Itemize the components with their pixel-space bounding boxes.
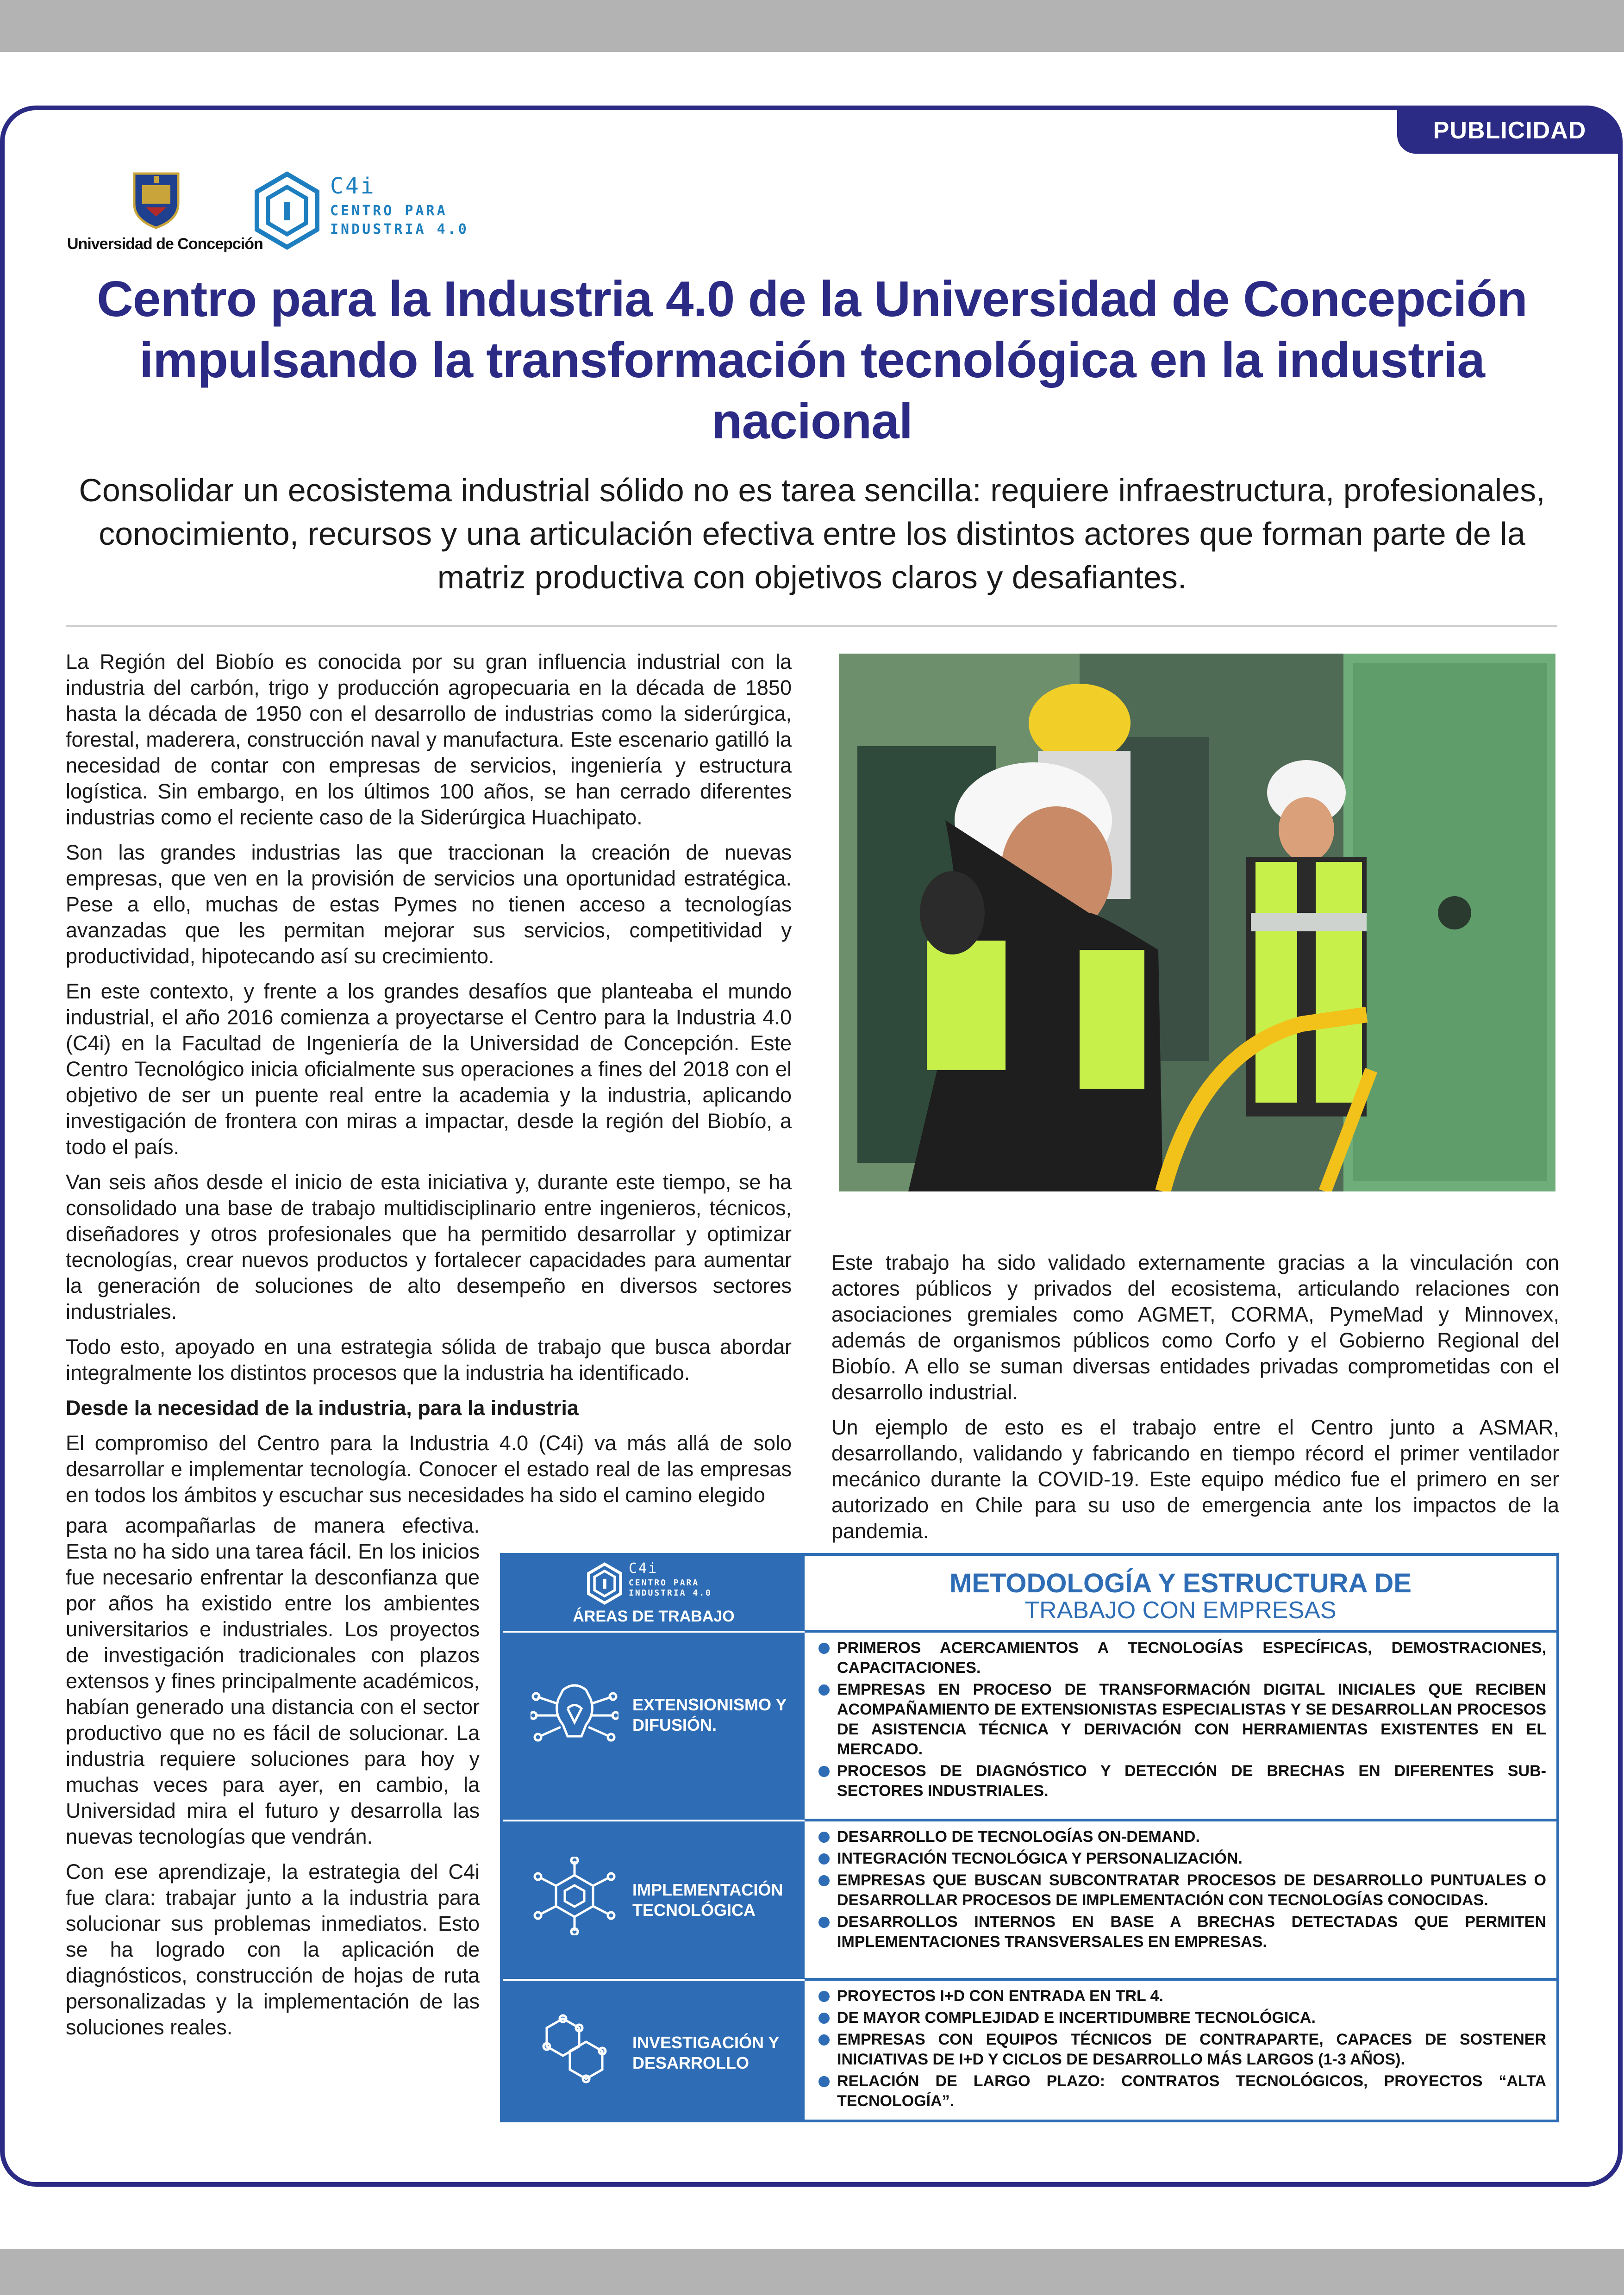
publicidad-badge: PUBLICIDAD (1397, 107, 1622, 154)
c4i-logo (252, 171, 484, 250)
area-list-extension (818, 1638, 1546, 1803)
section-subhead: Desde la necesidad de la industria, para la industria (66, 1396, 579, 1420)
area-list-research (818, 1986, 1546, 2113)
divider (66, 625, 1557, 627)
c4i-wordmark: C4i (330, 173, 376, 199)
area-label-research: INVESTIGACIÓN Y DESARROLLO (632, 2033, 779, 2072)
left-column (66, 649, 792, 1517)
paragraph: Son las grandes industrias las que traccionan la creación de nuevas empresas, que ven en la provisión de servicios una oportunidad estratégica. Pese a ello, muchas de estas Pymes no tienen acceso a tecnologías avanzadas que les permitan mejorar sus servicios, competitividad y productividad, hipotecando así su crecimiento. (66, 841, 792, 968)
areas-label: ÁREAS DE TRABAJO (573, 1608, 735, 1625)
research-molecule-icon (531, 2009, 618, 2088)
row-separator (503, 1820, 805, 1821)
list-item: RELACIÓN DE LARGO PLAZO: CONTRATOS TECNOLÓGICOS, PROYECTOS “ALTA TECNOLOGÍA”. (818, 2071, 1546, 2111)
methodology-subtitle: TRABAJO CON EMPRESAS (1024, 1597, 1337, 1624)
list-item: EMPRESAS CON EQUIPOS TÉCNICOS DE CONTRAPARTE, CAPACES DE SOSTENER INICIATIVAS DE I+D Y CICLOS DE DESARROLLO MÁS LARGOS (1-3 AÑOS). (818, 2030, 1546, 2070)
paragraph: Este trabajo ha sido validado externamente gracias a la vinculación con actores públicos y privados del ecosistema, articulando relaciones con asociaciones gremiales como AGMET, CORMA, PymeMad y Minnovex, además de organismos públicos como Corfo y el Gobierno Regional del Biobío. A ello se suman diversas entidades privadas comprometidas con el desarrollo industrial. (831, 1251, 1559, 1404)
paragraph: Con ese aprendizaje, la estrategia del C4i fue clara: trabajar junto a la industria para solucionar sus problemas inmediatos. Esto se ha logrado con la aplicación de diagnósticos, construcción de hojas de ruta personalizadas y la implementación de las soluciones reales. (66, 1860, 480, 2039)
list-item: EMPRESAS QUE BUSCAN SUBCONTRATAR PROCESOS DE DESARROLLO PUNTUALES O DESARROLLAR PROCESOS DE IMPLEMENTACIÓN CON TECNOLOGÍAS CONOCIDAS. (818, 1871, 1546, 1910)
list-item: PROCESOS DE DIAGNÓSTICO Y DETECCIÓN DE BRECHAS EN DIFERENTES SUB-SECTORES INDUSTRIALES. (818, 1761, 1546, 1801)
paragraph: Van seis años desde el inicio de esta iniciativa y, durante este tiempo, se ha consolidado una base de trabajo multidisciplinario entre ingenieros, técnicos, diseñadores y otros profesionales que ha permitido desarrollar y optimizar tecnologías, crear nuevos productos y fortalecer capacidades para aumentar la generación de soluciones de alto desempeño en diversos sectores industriales. (66, 1170, 792, 1323)
extension-circuit-icon (531, 1671, 618, 1750)
top-gray-band (0, 0, 1624, 52)
methodology-header (805, 1556, 1556, 1630)
left-column-narrow (66, 1513, 480, 2050)
paragraph: Todo esto, apoyado en una estrategia sólida de trabajo que busca abordar integralmente los distintos procesos que la industria ha identificado. (66, 1335, 792, 1384)
paragraph: La Región del Biobío es conocida por su gran influencia industrial con la industria del carbón, trigo y producción agropecuaria en la década de 1850 hasta la década de 1950 con el desarrollo de industrias como la siderúrgica, forestal, maderera, construcción naval y manufactura. Este escenario gatilló la necesidad de contar con empresas de servicios, ingeniería y estructura logística. Sin embargo, en los últimos 100 años, se han cerrado diferentes industrias como el reciente caso de la Siderúrgica Huachipato. (66, 650, 792, 829)
paragraph: Un ejemplo de esto es el trabajo entre el Centro junto a ASMAR, desarrollando, validando y fabricando en tiempo récord el primer ventilador mecánico durante la COVID-19. Este equipo médico fue el primero en ser autorizado en Chile para su uso de emergencia ante los impactos de la pandemia. (831, 1416, 1559, 1543)
paragraph: para acompañarlas de manera efectiva. Esta no ha sido una tarea fácil. En los inicios fue necesario enfrentar la desconfianza que por años ha existido entre los ambientes universitarios e industriales. Los proyectos de investigación tradicionales con plazos extensos y fines principalmente académicos, habían generado una distancia con el sector productivo que no es fácil de solucionar. La industria requiere soluciones para hoy y muchas veces para ayer, en cambio, la Universidad mira el futuro y desarrolla las nuevas tecnologías que vendrán. (66, 1514, 480, 1848)
paragraph: En este contexto, y frente a los grandes desafíos que planteaba el mundo industrial, el año 2016 comienza a proyectarse el Centro para la Industria 4.0 (C4i) en la Facultad de Ingeniería de la Universidad de Concepción. Este Centro Tecnológico inicia oficialmente sus operaciones a fines del 2018 con el objetivo de ser un puente real entre la academia y la industria, aplicando investigación de frontera con miras a impactar, desde la región del Biobío, a todo el país. (66, 979, 792, 1159)
article-lead: Consolidar un ecosistema industrial sólido no es tarea sencilla: requiere infraestructura, profesionales, conocimiento, recursos y una articulación efectiva entre los distintos actores que forman parte de la matriz productiva con objetivos claros y desafiantes. (79, 472, 1545, 595)
article-title: Centro para la Industria 4.0 de la Universidad de Concepción impulsando la transformación tecnológica en la industria nacional (97, 271, 1527, 449)
methodology-table (500, 1553, 1559, 2122)
area-label-extension: EXTENSIONISMO Y DIFUSIÓN. (632, 1695, 787, 1734)
paragraph: El compromiso del Centro para la Industria 4.0 (C4i) va más allá de solo desarrollar e implementar tecnología. Conocer el estado real de las empresas en todos los ámbitos y escuchar sus necesidades ha sido el camino elegido (66, 1431, 792, 1507)
c4i-hexagon-icon (252, 171, 322, 250)
row-separator (503, 1631, 805, 1633)
c4i-subtitle: CENTRO PARA INDUSTRIA 4.0 (330, 203, 469, 237)
implementation-hexagon-icon (531, 1857, 618, 1935)
udec-logo (67, 171, 263, 259)
list-item: DESARROLLOS INTERNOS EN BASE A BRECHAS DETECTADAS QUE PERMITEN IMPLEMENTACIONES TRANSVERSALES EN EMPRESAS. (818, 1912, 1546, 1952)
list-item: PROYECTOS I+D CON ENTRADA EN TRL 4. (818, 1986, 1546, 2006)
udec-name: Universidad de Concepción (67, 235, 263, 253)
workers-photo (839, 654, 1555, 1191)
list-item: EMPRESAS EN PROCESO DE TRANSFORMACIÓN DIGITAL INICIALES QUE RECIBEN ACOMPAÑAMIENTO DE EXTENSIONISTAS ESPECIALISTAS Y SE DESARROLLAN PROCESOS DE ASISTENCIA TÉCNICA Y DERIVACIÓN CON HERRAMIENTAS EXISTENTES EN EL MERCADO. (818, 1680, 1546, 1759)
list-item: INTEGRACIÓN TECNOLÓGICA Y PERSONALIZACIÓN. (818, 1849, 1546, 1869)
c4i-hexagon-icon (586, 1562, 623, 1605)
area-list-implementation (818, 1827, 1546, 1954)
list-item: PRIMEROS ACERCAMIENTOS A TECNOLOGÍAS ESPECÍFICAS, DEMOSTRACIONES, CAPACITACIONES. (818, 1638, 1546, 1678)
bottom-gray-band (0, 2249, 1624, 2295)
list-item: DE MAYOR COMPLEJIDAD E INCERTIDUMBRE TECNOLÓGICA. (818, 2008, 1546, 2028)
methodology-logo-sub: CENTRO PARA INDUSTRIA 4.0 (629, 1578, 712, 1598)
areas-header (503, 1556, 805, 1630)
row-separator (503, 1979, 805, 1981)
area-label-implementation: IMPLEMENTACIÓN TECNOLÓGICA (632, 1880, 783, 1920)
udec-shield-icon (132, 171, 181, 229)
methodology-title: METODOLOGÍA Y ESTRUCTURA DE (949, 1568, 1412, 1598)
right-column (831, 1250, 1559, 1553)
methodology-logo-word: C4i (629, 1560, 658, 1577)
list-item: DESARROLLO DE TECNOLOGÍAS ON-DEMAND. (818, 1827, 1546, 1847)
